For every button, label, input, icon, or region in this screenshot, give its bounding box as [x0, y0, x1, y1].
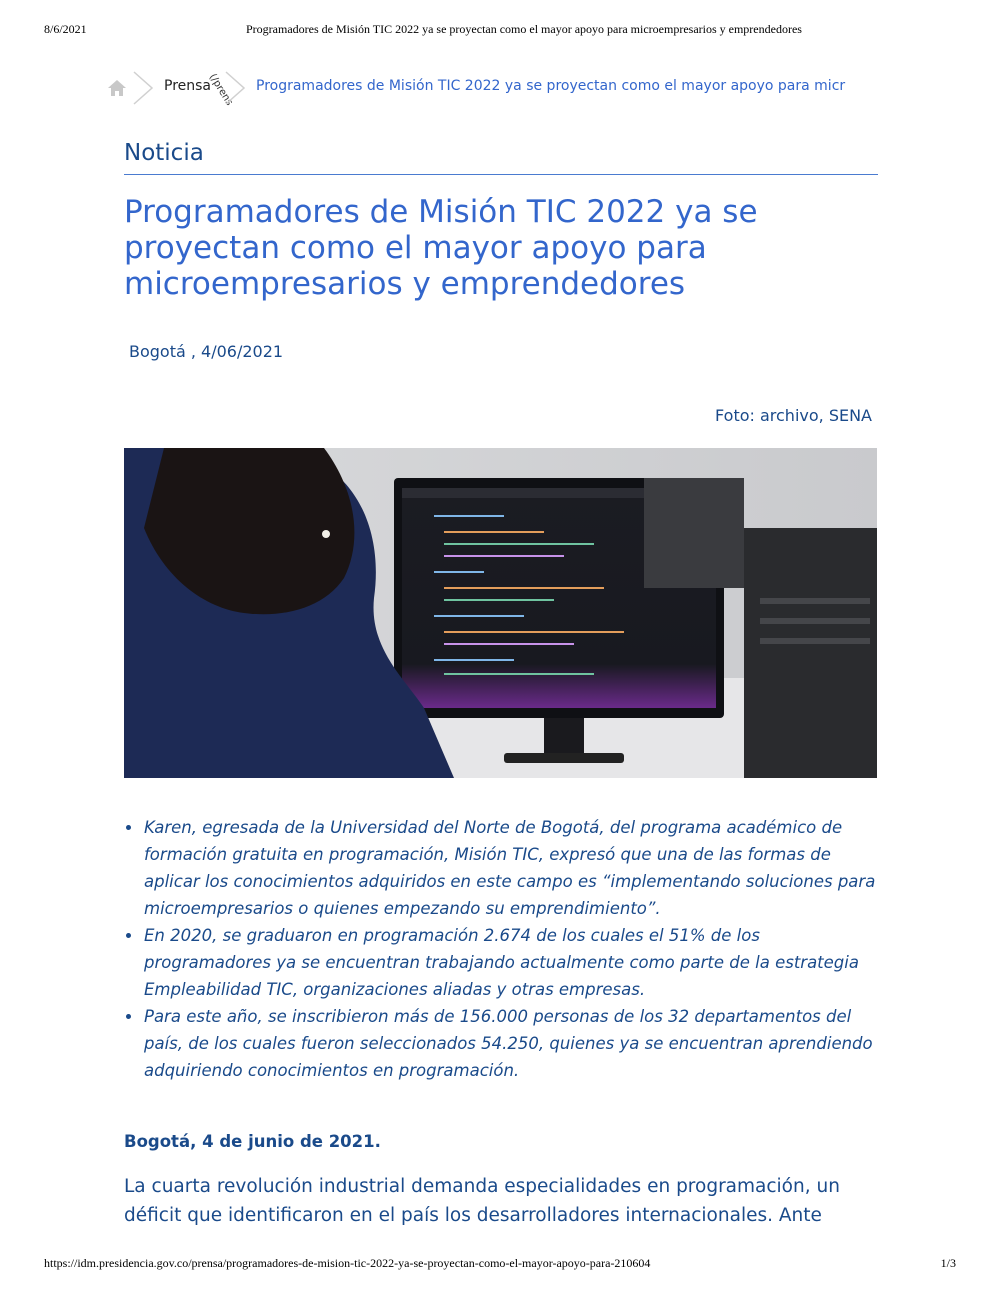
home-icon[interactable] [106, 78, 128, 98]
list-item-text: En 2020, se graduaron en programación 2.674 de los cuales el 51% de los programadores ya se encuentran trabajando actualmente como parte de la estrategia Empleabilidad TIC, organizaciones aliadas y otras empresas. [144, 926, 859, 999]
article-body: La cuarta revolución industrial demanda especialidades en programación, un déficit que identificaron en el país los desarrolladores internacionales. Ante [124, 1176, 840, 1226]
bullet-icon [126, 933, 131, 938]
lead-dateline: Bogotá, 4 de junio de 2021. [124, 1132, 381, 1151]
bullet-icon [126, 825, 131, 830]
page-number: 1/3 [940, 1256, 956, 1270]
section-divider [124, 174, 878, 175]
print-date: 8/6/2021 [44, 22, 87, 36]
print-title: Programadores de Misión TIC 2022 ya se proyectan como el mayor apoyo para microempresarios y emprendedores [246, 22, 802, 36]
chevron-right-icon [130, 70, 156, 106]
article-headline: Programadores de Misión TIC 2022 ya se proyectan como el mayor apoyo para microempresarios y emprendedores [124, 194, 758, 302]
list-item [124, 922, 884, 1003]
article-photo [124, 448, 877, 778]
section-label: Noticia [124, 140, 204, 166]
list-item [124, 814, 884, 922]
list-item-text: Karen, egresada de la Universidad del Norte de Bogotá, del programa académico de formación gratuita en programación, Misión TIC, expresó que una de las formas de aplicar los conocimientos adquiridos en este campo es “implementando soluciones para microempresarios o quienes empezando su emprendimiento”. [144, 818, 876, 918]
list-item-text: Para este año, se inscribieron más de 156.000 personas de los 32 departamentos del país, de los cuales fueron seleccionados 54.250, quienes ya se encuentran aprendiendo adquiriendo conocimientos en programación. [144, 1007, 873, 1080]
list-item [124, 1003, 884, 1084]
chevron-right-icon [222, 70, 248, 106]
article-dateline: Bogotá , 4/06/2021 [129, 342, 284, 361]
breadcrumb-prensa-link[interactable]: Prensa [164, 78, 212, 94]
highlights-list [124, 814, 884, 1084]
bullet-icon [126, 1014, 131, 1019]
breadcrumb-slug: (/prens [206, 72, 235, 108]
photo-credit: Foto: archivo, SENA [715, 406, 872, 425]
breadcrumb-current-link[interactable]: Programadores de Misión TIC 2022 ya se proyectan como el mayor apoyo para micr [256, 78, 846, 94]
breadcrumb [104, 70, 898, 106]
print-url: https://idm.presidencia.gov.co/prensa/programadores-de-mision-tic-2022-ya-se-proyectan-como-el-mayor-apoyo-para-210604 [44, 1256, 651, 1270]
